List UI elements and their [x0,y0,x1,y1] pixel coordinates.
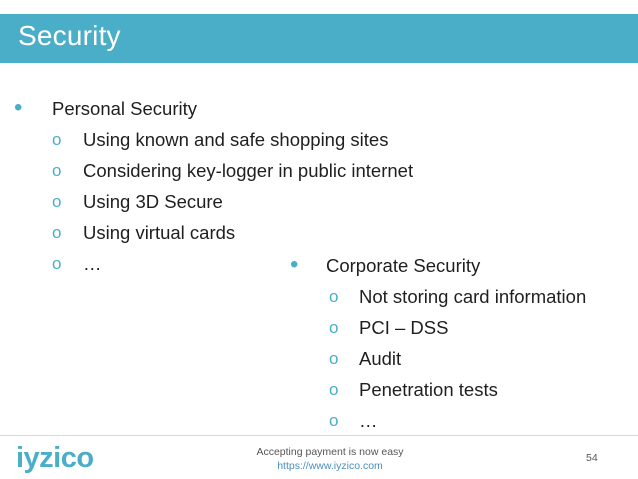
section-heading: Corporate Security [326,255,481,276]
list-item-label: Using known and safe shopping sites [83,129,389,150]
list-item-label: Audit [359,348,402,369]
hollow-circle-bullet-icon: o [329,380,339,399]
hollow-circle-bullet-icon: o [52,130,62,149]
title-bar [0,14,638,63]
hollow-circle-bullet-icon: o [52,192,62,211]
list-item-label: Not storing card information [359,286,587,307]
hollow-circle-bullet-icon: o [329,349,339,368]
list-item-label: PCI – DSS [359,317,449,338]
section-heading: Personal Security [52,98,197,119]
iyzico-logo [14,436,138,478]
footer-url-link[interactable]: https://www.iyzico.com [277,460,383,472]
bullet-dot-icon: • [14,94,23,121]
page-number: 54 [586,452,598,464]
hollow-circle-bullet-icon: o [329,318,339,337]
hollow-circle-bullet-icon: o [52,254,62,273]
hollow-circle-bullet-icon: o [52,161,62,180]
list-item-label: … [359,410,378,431]
bullet-dot-icon: • [290,251,299,278]
list-item-label: … [83,253,102,274]
list-item-label: Penetration tests [359,379,498,400]
hollow-circle-bullet-icon: o [52,223,62,242]
footer-center [230,445,430,473]
list-item-label: Using 3D Secure [83,191,223,212]
list-item-label: Considering key-logger in public internet [83,160,414,181]
hollow-circle-bullet-icon: o [329,287,339,306]
svg-text:iyzico: iyzico [16,442,94,474]
list-item-label: Using virtual cards [83,222,236,243]
slide-title: Security [18,20,121,51]
hollow-circle-bullet-icon: o [329,411,339,430]
footer-tagline: Accepting payment is now easy [256,446,404,458]
